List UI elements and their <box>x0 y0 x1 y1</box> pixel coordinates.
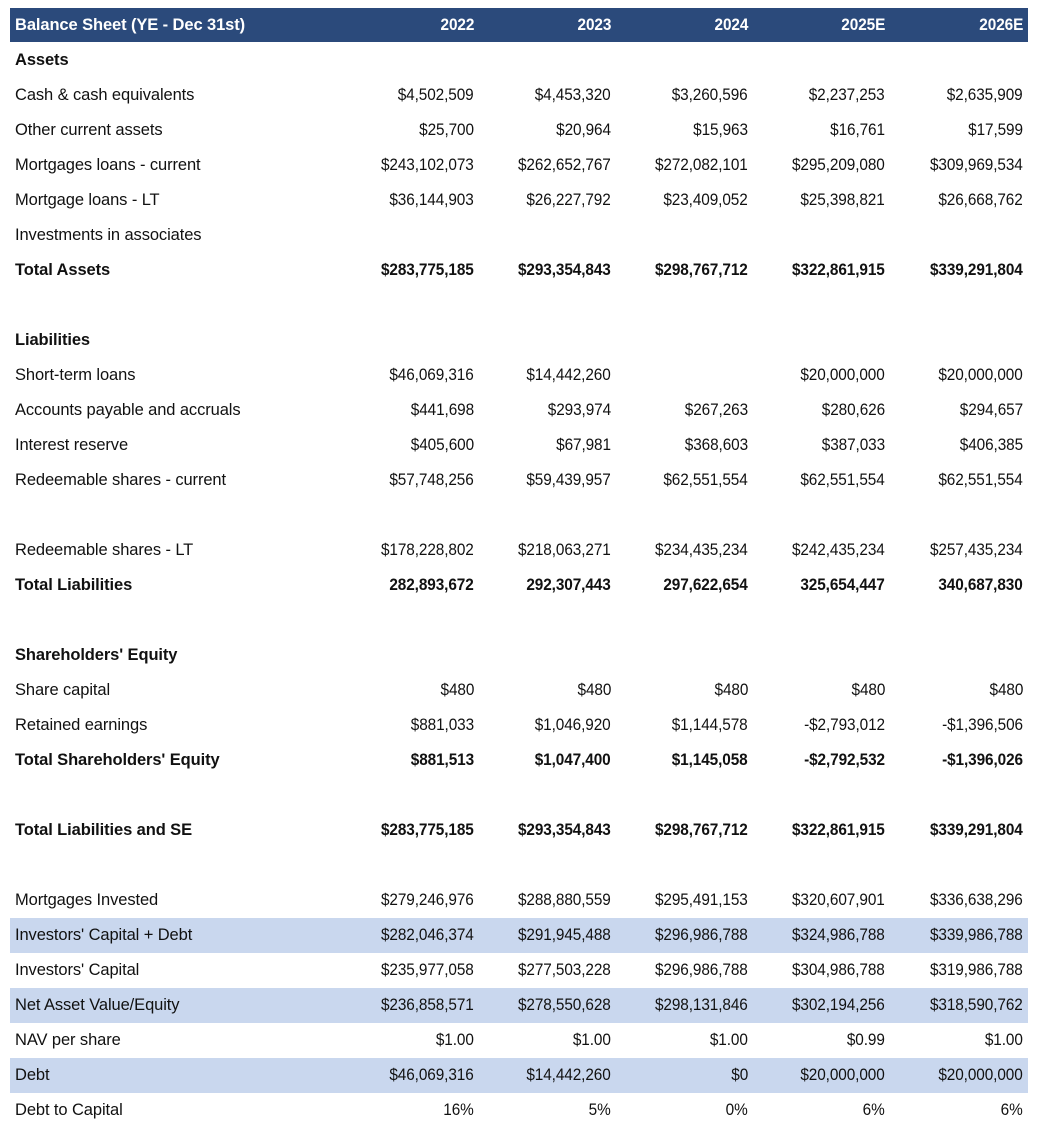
cell-2022: $283,775,185 <box>381 261 474 279</box>
cell-2024: $62,551,554 <box>663 471 748 489</box>
cell-2025e: $480 <box>851 681 885 699</box>
cell-2022: $57,748,256 <box>389 471 474 489</box>
cell-2023: $293,974 <box>547 401 611 419</box>
row-label: Investments in associates <box>15 226 202 244</box>
cell-2022: $36,144,903 <box>389 191 474 209</box>
cell-2022: 282,893,672 <box>389 576 474 594</box>
cell-2026e: $17,599 <box>968 121 1023 139</box>
cell-2025e: $242,435,234 <box>792 541 885 559</box>
cell-2023: $277,503,228 <box>518 961 611 979</box>
cell-2024: $1.00 <box>710 1031 748 1049</box>
table-row <box>10 78 1028 113</box>
cell-2024: $1,144,578 <box>672 716 748 734</box>
cell-2023: $278,550,628 <box>518 996 611 1014</box>
cell-2024: $296,986,788 <box>655 961 748 979</box>
spacer-row <box>10 498 1028 533</box>
cell-2023: $67,981 <box>556 436 611 454</box>
spacer-row <box>10 288 1028 323</box>
row-label: Share capital <box>15 681 111 699</box>
row-label: Retained earnings <box>15 716 148 734</box>
cell-2025e: $0.99 <box>847 1031 885 1049</box>
table-title: Balance Sheet (YE - Dec 31st) <box>15 15 246 34</box>
section-header-row <box>10 43 1028 78</box>
cell-2024: $296,986,788 <box>655 926 748 944</box>
table-row <box>10 743 1028 778</box>
cell-2024: $298,131,846 <box>655 996 748 1014</box>
row-label: Shareholders' Equity <box>15 646 178 664</box>
cell-2026e: $339,291,804 <box>930 821 1023 839</box>
cell-2025e: $20,000,000 <box>800 366 885 384</box>
cell-2023: $480 <box>577 681 611 699</box>
cell-2024: 297,622,654 <box>663 576 748 594</box>
cell-2026e: $20,000,000 <box>938 366 1023 384</box>
column-header-2024: 2024 <box>714 15 748 34</box>
cell-2026e: $319,986,788 <box>930 961 1023 979</box>
table-row <box>10 533 1028 568</box>
row-label: Net Asset Value/Equity <box>15 996 180 1014</box>
cell-2024: $0 <box>731 1066 748 1084</box>
cell-2025e: $16,761 <box>830 121 885 139</box>
cell-2024: $298,767,712 <box>655 261 748 279</box>
cell-2025e: $304,986,788 <box>792 961 885 979</box>
row-label: Investors' Capital <box>15 961 140 979</box>
cell-2023: $262,652,767 <box>518 156 611 174</box>
table-row <box>10 183 1028 218</box>
table-row <box>10 813 1028 848</box>
cell-2026e: $339,291,804 <box>930 261 1023 279</box>
cell-2022: $178,228,802 <box>381 541 474 559</box>
row-label: Investors' Capital + Debt <box>15 926 193 944</box>
cell-2024: $298,767,712 <box>655 821 748 839</box>
cell-2022: $480 <box>440 681 474 699</box>
row-label: Mortgages Invested <box>15 891 159 909</box>
cell-2024: $272,082,101 <box>655 156 748 174</box>
table-row <box>10 428 1028 463</box>
cell-2023: $288,880,559 <box>518 891 611 909</box>
cell-2022: $46,069,316 <box>389 366 474 384</box>
cell-2025e: $322,861,915 <box>792 261 885 279</box>
section-header-row <box>10 323 1028 358</box>
cell-2025e: 325,654,447 <box>800 576 885 594</box>
cell-2022: $46,069,316 <box>389 1066 474 1084</box>
cell-2026e: $339,986,788 <box>930 926 1023 944</box>
row-label: Total Liabilities and SE <box>15 821 192 839</box>
cell-2023: $14,442,260 <box>526 366 611 384</box>
cell-2022: $243,102,073 <box>381 156 474 174</box>
cell-2023: $1,046,920 <box>535 716 611 734</box>
cell-2023: 292,307,443 <box>526 576 611 594</box>
column-header-2026e: 2026E <box>979 15 1023 34</box>
cell-2025e: $20,000,000 <box>800 1066 885 1084</box>
cell-2022: $25,700 <box>419 121 474 139</box>
table-row <box>10 953 1028 988</box>
cell-2026e: $1.00 <box>985 1031 1023 1049</box>
cell-2026e: $480 <box>989 681 1023 699</box>
cell-2023: $1.00 <box>573 1031 611 1049</box>
table-row <box>10 1058 1028 1093</box>
table-row <box>10 918 1028 953</box>
cell-2022: $441,698 <box>410 401 474 419</box>
cell-2024: $15,963 <box>693 121 748 139</box>
column-header-2022: 2022 <box>440 15 474 34</box>
cell-2025e: $322,861,915 <box>792 821 885 839</box>
cell-2022: $283,775,185 <box>381 821 474 839</box>
table-row <box>10 1023 1028 1058</box>
cell-2022: $236,858,571 <box>381 996 474 1014</box>
cell-2025e: -$2,792,532 <box>804 751 885 769</box>
cell-2026e: $26,668,762 <box>938 191 1023 209</box>
column-header-2025e: 2025E <box>841 15 885 34</box>
cell-2025e: $324,986,788 <box>792 926 885 944</box>
row-label: Accounts payable and accruals <box>15 401 241 419</box>
cell-2022: $405,600 <box>410 436 474 454</box>
cell-2026e: $62,551,554 <box>938 471 1023 489</box>
cell-2023: $293,354,843 <box>518 261 611 279</box>
row-label: Interest reserve <box>15 436 129 454</box>
cell-2023: 5% <box>588 1101 611 1119</box>
row-label: Other current assets <box>15 121 163 139</box>
row-label: Cash & cash equivalents <box>15 86 195 104</box>
cell-2023: $4,453,320 <box>535 86 611 104</box>
cell-2022: $282,046,374 <box>381 926 474 944</box>
cell-2025e: $62,551,554 <box>800 471 885 489</box>
cell-2023: $59,439,957 <box>526 471 611 489</box>
cell-2023: $293,354,843 <box>518 821 611 839</box>
cell-2022: $881,513 <box>410 751 474 769</box>
cell-2022: 16% <box>443 1101 474 1119</box>
cell-2026e: $257,435,234 <box>930 541 1023 559</box>
table-row <box>10 218 1028 253</box>
row-label: Mortgages loans - current <box>15 156 201 174</box>
cell-2026e: $336,638,296 <box>930 891 1023 909</box>
row-label: NAV per share <box>15 1031 121 1049</box>
cell-2022: $4,502,509 <box>398 86 474 104</box>
row-label: Total Liabilities <box>15 576 133 594</box>
row-label: Debt to Capital <box>15 1101 123 1119</box>
cell-2026e: $406,385 <box>959 436 1023 454</box>
row-label: Total Assets <box>15 261 111 279</box>
cell-2025e: -$2,793,012 <box>804 716 885 734</box>
cell-2024: $295,491,153 <box>655 891 748 909</box>
cell-2023: $1,047,400 <box>535 751 611 769</box>
table-body <box>10 43 1028 1128</box>
cell-2022: $1.00 <box>436 1031 474 1049</box>
table-row <box>10 113 1028 148</box>
cell-2023: $20,964 <box>556 121 611 139</box>
cell-2026e: -$1,396,506 <box>942 716 1023 734</box>
cell-2026e: $309,969,534 <box>930 156 1023 174</box>
row-label: Redeemable shares - LT <box>15 541 194 559</box>
spacer-row <box>10 778 1028 813</box>
table-header-row <box>10 8 1028 42</box>
cell-2024: 0% <box>725 1101 748 1119</box>
cell-2023: $26,227,792 <box>526 191 611 209</box>
cell-2022: $881,033 <box>410 716 474 734</box>
row-label: Liabilities <box>15 331 91 349</box>
row-label: Assets <box>15 51 69 69</box>
cell-2024: $23,409,052 <box>663 191 748 209</box>
table-row <box>10 673 1028 708</box>
cell-2024: $234,435,234 <box>655 541 748 559</box>
row-label: Short-term loans <box>15 366 136 384</box>
section-header-row <box>10 638 1028 673</box>
cell-2026e: $2,635,909 <box>947 86 1023 104</box>
column-header-2023: 2023 <box>577 15 611 34</box>
cell-2023: $291,945,488 <box>518 926 611 944</box>
cell-2023: $218,063,271 <box>518 541 611 559</box>
cell-2025e: $25,398,821 <box>800 191 885 209</box>
row-label: Total Shareholders' Equity <box>15 751 220 769</box>
cell-2022: $279,246,976 <box>381 891 474 909</box>
spacer-row <box>10 848 1028 883</box>
cell-2025e: 6% <box>862 1101 885 1119</box>
cell-2026e: 340,687,830 <box>938 576 1023 594</box>
cell-2026e: 6% <box>1000 1101 1023 1119</box>
table-row <box>10 253 1028 288</box>
table-row <box>10 988 1028 1023</box>
cell-2025e: $302,194,256 <box>792 996 885 1014</box>
cell-2025e: $295,209,080 <box>792 156 885 174</box>
table-row <box>10 393 1028 428</box>
table-row <box>10 148 1028 183</box>
table-row <box>10 883 1028 918</box>
spacer-row <box>10 603 1028 638</box>
cell-2025e: $2,237,253 <box>809 86 885 104</box>
table-row <box>10 463 1028 498</box>
cell-2022: $235,977,058 <box>381 961 474 979</box>
cell-2025e: $387,033 <box>821 436 885 454</box>
cell-2025e: $320,607,901 <box>792 891 885 909</box>
row-label: Mortgage loans - LT <box>15 191 160 209</box>
table-row <box>10 1093 1028 1128</box>
balance-sheet-table <box>10 8 1028 1128</box>
cell-2025e: $280,626 <box>821 401 885 419</box>
table-row <box>10 708 1028 743</box>
cell-2024: $480 <box>714 681 748 699</box>
table-row <box>10 358 1028 393</box>
row-label: Redeemable shares - current <box>15 471 226 489</box>
cell-2026e: -$1,396,026 <box>942 751 1023 769</box>
cell-2026e: $294,657 <box>959 401 1023 419</box>
row-label: Debt <box>15 1066 50 1084</box>
cell-2024: $267,263 <box>684 401 748 419</box>
cell-2026e: $318,590,762 <box>930 996 1023 1014</box>
cell-2023: $14,442,260 <box>526 1066 611 1084</box>
cell-2024: $1,145,058 <box>672 751 748 769</box>
cell-2024: $368,603 <box>684 436 748 454</box>
cell-2024: $3,260,596 <box>672 86 748 104</box>
table-row <box>10 568 1028 603</box>
cell-2026e: $20,000,000 <box>938 1066 1023 1084</box>
